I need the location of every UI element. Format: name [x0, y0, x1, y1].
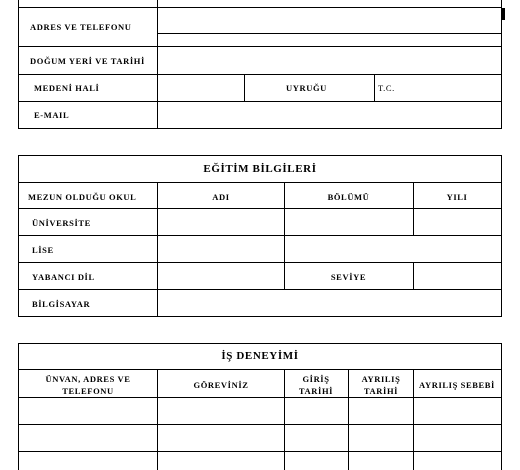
highschool-name-field[interactable] [158, 236, 284, 262]
address-phone-field-1[interactable] [158, 8, 501, 33]
col-divider [18, 155, 19, 317]
header-start-date: GİRİŞ TARİHİ [298, 374, 334, 396]
foreign-language-field[interactable] [158, 263, 284, 289]
row-divider [18, 369, 502, 370]
birth-place-date-field[interactable] [158, 47, 501, 74]
row-divider [18, 182, 502, 183]
language-level-field[interactable] [414, 263, 501, 289]
birth-place-date-label: DOĞUM YERİ VE TARİHİ [30, 56, 145, 66]
tc-field[interactable] [400, 75, 501, 101]
header-department: BÖLÜMÜ [327, 192, 370, 202]
col-divider [501, 155, 502, 317]
col-divider [244, 74, 245, 102]
row-divider [18, 343, 502, 344]
header-leaving-reason: AYRILIŞ SEBEBİ [419, 380, 495, 390]
header-position: GÖREVİNİZ [193, 380, 249, 390]
row-divider [18, 155, 502, 156]
header-title-address: ÜNVAN, ADRES VE TELEFONU [45, 374, 131, 396]
university-name-field[interactable] [158, 209, 284, 235]
nationality-label: UYRUĞU [286, 83, 327, 93]
email-label: E-MAIL [34, 110, 70, 120]
education-title: EĞİTİM BİLGİLERİ [203, 163, 317, 175]
row-divider [18, 128, 502, 129]
header-year: YILI [446, 192, 468, 202]
university-department-field[interactable] [285, 209, 413, 235]
table-row[interactable] [19, 452, 501, 470]
table-row[interactable] [19, 398, 501, 424]
margin-marker [502, 8, 505, 20]
row-foreign-language-label: YABANCI DİL [32, 272, 95, 282]
header-name: ADI [212, 192, 230, 202]
table-row[interactable] [19, 425, 501, 451]
header-graduated-school: MEZUN OLDUĞU OKUL [28, 192, 137, 202]
experience-title: İŞ DENEYİMİ [221, 350, 299, 362]
row-computer-label: BİLGİSAYAR [32, 299, 91, 309]
address-phone-label: ADRES VE TELEFONU [30, 22, 132, 32]
col-divider [501, 343, 502, 470]
header-end-date: AYRILIŞ TARİHİ [361, 374, 401, 396]
row-divider [18, 316, 502, 317]
row-highschool-label: LİSE [32, 245, 54, 255]
col-divider [374, 74, 375, 102]
email-field[interactable] [158, 102, 501, 128]
university-year-field[interactable] [414, 209, 501, 235]
marital-status-label: MEDENİ HALİ [34, 83, 100, 93]
tc-label: T.C. [378, 83, 395, 93]
computer-skills-field[interactable] [158, 290, 501, 316]
level-label: SEVİYE [330, 272, 367, 282]
marital-status-field[interactable] [158, 75, 244, 101]
col-divider [18, 0, 19, 129]
row-university-label: ÜNİVERSİTE [32, 218, 91, 228]
address-phone-field-2[interactable] [158, 34, 501, 46]
highschool-department-field[interactable] [285, 236, 501, 262]
